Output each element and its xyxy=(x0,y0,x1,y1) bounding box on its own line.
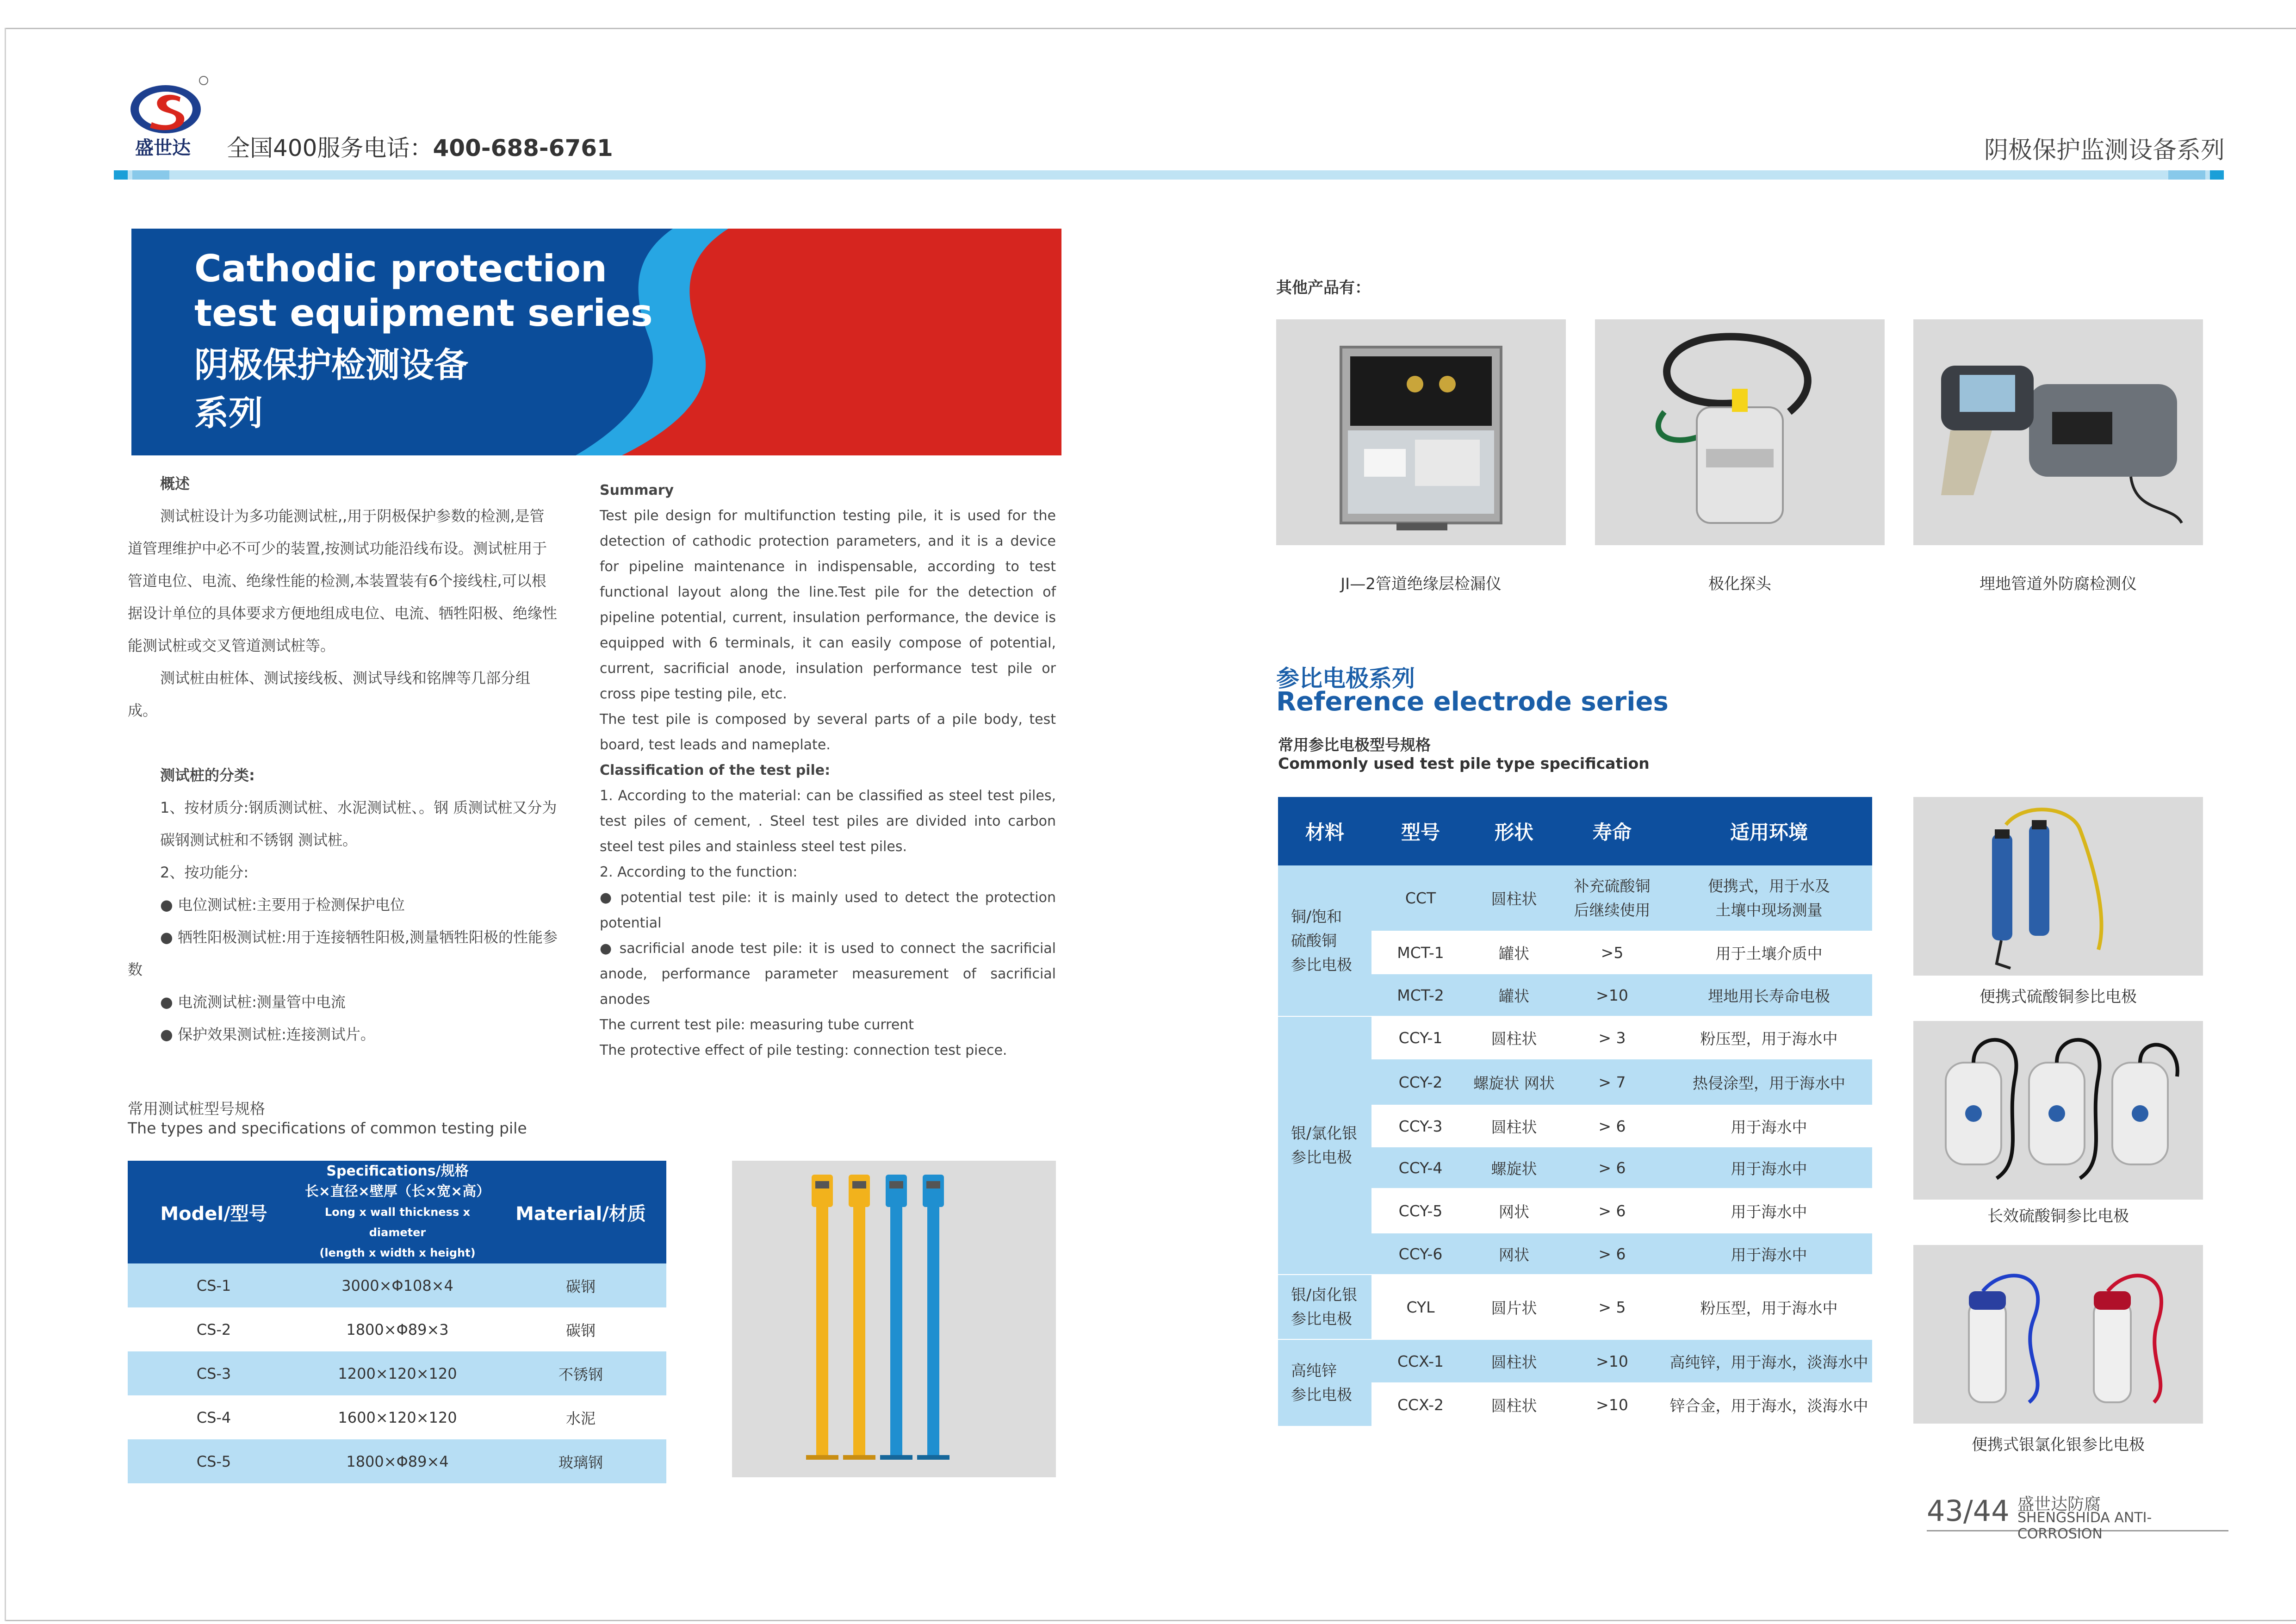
material-line: 硫酸铜 xyxy=(1291,931,1337,950)
material-line: 高纯锌 xyxy=(1291,1362,1337,1380)
series-title: 阴极保护监测设备系列 xyxy=(1984,137,2225,164)
spec-header-line1: Specifications/规格 xyxy=(326,1163,469,1179)
col-model: 型号 xyxy=(1371,797,1470,865)
table-row xyxy=(1278,1275,1872,1339)
other-products-title: 其他产品有： xyxy=(1276,279,1371,297)
cell-material xyxy=(1278,1339,1371,1426)
product-caption: 埋地管道外防腐检测仪 xyxy=(1980,575,2137,593)
cell-model: CCX-1 xyxy=(1371,1339,1470,1383)
brand-logo-icon xyxy=(130,74,208,139)
footer-brand-en: SHENGSHIDA ANTI-CORROSION xyxy=(2017,1510,2152,1542)
long-life-cuso4-electrode-icon xyxy=(1913,1021,2203,1200)
cell-model: CS-3 xyxy=(128,1351,300,1395)
spec-header-line2: 长×直径×壁厚（长×宽×高） xyxy=(304,1183,490,1200)
cell-material: 不锈钢 xyxy=(495,1351,666,1395)
reference-spec-title-zh: 常用参比电极型号规格 xyxy=(1278,736,1431,754)
col-environment: 适用环境 xyxy=(1666,797,1872,865)
material-line: 铜/饱和 xyxy=(1291,907,1342,926)
cell-model: CS-4 xyxy=(128,1395,300,1439)
reference-title-zh: 参比电极系列 xyxy=(1276,665,1415,692)
product-photo-polarization-probe xyxy=(1595,319,1885,545)
chinese-description xyxy=(128,467,558,1051)
en-class-item: The current test pile: measuring tube current xyxy=(600,1017,914,1033)
hotline-label: 全国400服务电话： xyxy=(227,135,433,162)
reference-title-en: Reference electrode series xyxy=(1276,687,1669,717)
coating-detector-icon xyxy=(1913,319,2203,545)
cell-shape: 圆柱状 xyxy=(1470,1383,1558,1426)
material-line: 参比电极 xyxy=(1291,955,1352,974)
cell-model: CS-5 xyxy=(128,1439,300,1483)
cell-life: > 6 xyxy=(1558,1147,1666,1188)
cell-material xyxy=(1278,865,1371,1016)
cell-shape: 圆柱状 xyxy=(1470,1339,1558,1383)
material-line: 参比电极 xyxy=(1291,1386,1352,1404)
cell-shape: 圆柱状 xyxy=(1470,1105,1558,1147)
col-material: 材料 xyxy=(1278,797,1371,865)
cell-material: 水泥 xyxy=(495,1395,666,1439)
cell-environment: 用于海水中 xyxy=(1666,1233,1872,1275)
cell-model: CCY-4 xyxy=(1371,1147,1470,1188)
col-model: Model/型号 xyxy=(128,1161,300,1263)
electrode-photo-portable-agcl xyxy=(1913,1245,2203,1424)
table-row xyxy=(1278,1016,1872,1059)
page-separator: / xyxy=(1963,1494,1973,1528)
cell-model: CS-2 xyxy=(128,1307,300,1351)
life-line: 后继续使用 xyxy=(1574,901,1651,919)
zh-summary-title: 概述 xyxy=(160,475,190,492)
cell-life: > 6 xyxy=(1558,1233,1666,1275)
bottom-border xyxy=(5,1620,2296,1621)
col-shape: 形状 xyxy=(1470,797,1558,865)
spec-header-line3: Long x wall thickness x diameter xyxy=(324,1206,471,1239)
table-row xyxy=(128,1263,666,1307)
electrode-caption: 便携式硫酸铜参比电极 xyxy=(1980,988,2137,1006)
table-row xyxy=(1278,865,1872,931)
footer-brand-zh: 盛世达防腐 xyxy=(2017,1495,2101,1514)
electrode-photo-portable-cuso4 xyxy=(1913,797,2203,976)
en-class-title: Classification of the test pile: xyxy=(600,762,831,778)
polarization-probe-icon xyxy=(1595,319,1885,545)
cell-spec: 1600×120×120 xyxy=(300,1395,495,1439)
cell-shape: 螺旋状 网状 xyxy=(1470,1059,1558,1105)
zh-class-item: ● 电位测试桩:主要用于检测保护电位 xyxy=(160,896,405,914)
cell-environment xyxy=(1666,865,1872,931)
cell-shape: 圆柱状 xyxy=(1470,865,1558,931)
cell-environment: 用于海水中 xyxy=(1666,1105,1872,1147)
env-line: 便携式，用于水及 xyxy=(1708,877,1830,895)
english-description xyxy=(600,478,1056,1063)
header-bar-accent-left xyxy=(114,170,128,180)
en-class-item: ● sacrificial anode test pile: it is used to connect the sacrificial anode, performance parameter measurement of sacrificial anodes xyxy=(600,940,1056,1008)
zh-class-title: 测试桩的分类: xyxy=(160,766,255,784)
cell-environment: 用于海水中 xyxy=(1666,1188,1872,1233)
cell-spec: 1800×Φ89×3 xyxy=(300,1307,495,1351)
product-caption: JI—2管道绝缘层检漏仪 xyxy=(1340,575,1502,593)
material-line: 参比电极 xyxy=(1291,1310,1352,1328)
cell-spec: 1800×Φ89×4 xyxy=(300,1439,495,1483)
cell-model: CCY-1 xyxy=(1371,1016,1470,1059)
table-header-row xyxy=(128,1161,666,1263)
electrode-caption: 便携式银氯化银参比电极 xyxy=(1972,1436,2145,1454)
cell-environment: 粉压型，用于海水中 xyxy=(1666,1275,1872,1339)
header-bar xyxy=(114,170,2224,180)
zh-class-item: ● 电流测试桩:测量管中电流 xyxy=(160,993,346,1011)
table-row xyxy=(128,1351,666,1395)
en-summary-para2: The test pile is composed by several parts of a pile body, test board, test leads and nameplate. xyxy=(600,711,1056,753)
portable-cuso4-electrode-icon xyxy=(1913,797,2203,976)
cell-life: > 7 xyxy=(1558,1059,1666,1105)
cell-shape: 网状 xyxy=(1470,1188,1558,1233)
cell-life: > 5 xyxy=(1558,1275,1666,1339)
cell-life: > 3 xyxy=(1558,1016,1666,1059)
header-bar-accent-right-2 xyxy=(2168,170,2205,180)
electrode-caption: 长效硫酸铜参比电极 xyxy=(1987,1207,2129,1226)
cell-environment: 高纯锌，用于海水，淡海水中 xyxy=(1666,1339,1872,1383)
cell-model: MCT-2 xyxy=(1371,974,1470,1016)
material-line: 银/卤化银 xyxy=(1291,1286,1358,1304)
cell-life: >10 xyxy=(1558,1339,1666,1383)
cell-environment: 用于海水中 xyxy=(1666,1147,1872,1188)
env-line: 土壤中现场测量 xyxy=(1715,901,1823,919)
col-material: Material/材质 xyxy=(495,1161,666,1263)
cell-model: MCT-1 xyxy=(1371,931,1470,974)
cell-shape: 罐状 xyxy=(1470,931,1558,974)
cell-environment: 埋地用长寿命电极 xyxy=(1666,974,1872,1016)
material-line: 参比电极 xyxy=(1291,1148,1352,1166)
electrode-photo-long-life-cuso4 xyxy=(1913,1021,2203,1200)
en-class-item: 2. According to the function: xyxy=(600,864,798,880)
header-bar-accent-left-2 xyxy=(132,170,169,180)
test-pile-photo xyxy=(732,1161,1056,1477)
cell-shape: 螺旋状 xyxy=(1470,1147,1558,1188)
header-bar-accent-right xyxy=(2210,170,2224,180)
table-row xyxy=(128,1395,666,1439)
product-photo-leak-detector xyxy=(1276,319,1566,545)
en-summary-title: Summary xyxy=(600,482,674,498)
cell-model: CCY-6 xyxy=(1371,1233,1470,1275)
test-pile-illustration-icon xyxy=(732,1161,1056,1477)
banner-title-zh-line2: 系列 xyxy=(194,393,263,433)
zh-class-item: ● 保护效果测试桩:连接测试片。 xyxy=(160,1026,375,1043)
portable-agcl-electrode-icon xyxy=(1913,1245,2203,1424)
cell-environment: 粉压型，用于海水中 xyxy=(1666,1016,1872,1059)
zh-class-item: ● 牺牲阳极测试桩:用于连接牺牲阳极,测量牺牲阳极的性能参数 xyxy=(128,928,558,978)
cell-material: 碳钢 xyxy=(495,1307,666,1351)
cell-model: CCY-2 xyxy=(1371,1059,1470,1105)
pile-spec-title-zh: 常用测试桩型号规格 xyxy=(128,1100,265,1118)
service-hotline xyxy=(227,130,613,163)
en-class-item: The protective effect of pile testing: connection test piece. xyxy=(600,1042,1007,1058)
cell-model: CCY-3 xyxy=(1371,1105,1470,1147)
zh-class-item: 2、按功能分: xyxy=(160,864,249,881)
current-page: 43 xyxy=(1927,1494,1963,1528)
cell-model: CS-1 xyxy=(128,1263,300,1307)
cell-shape: 罐状 xyxy=(1470,974,1558,1016)
cell-material xyxy=(1278,1275,1371,1339)
zh-summary-para2: 测试桩由桩体、测试接线板、测试导线和铭牌等几部分组成。 xyxy=(128,669,531,719)
en-class-item: ● potential test pile: it is mainly used to detect the protection potential xyxy=(600,890,1056,931)
life-line: 补充硫酸铜 xyxy=(1574,877,1651,895)
pile-spec-title-en: The types and specifications of common testing pile xyxy=(128,1119,527,1137)
cell-shape: 圆柱状 xyxy=(1470,1016,1558,1059)
cell-life: >10 xyxy=(1558,974,1666,1016)
banner-title-zh-line1: 阴极保护检测设备 xyxy=(194,345,468,385)
left-border xyxy=(5,28,6,1621)
cell-spec: 1200×120×120 xyxy=(300,1351,495,1395)
total-pages: 44 xyxy=(1973,1494,2010,1528)
table-row xyxy=(128,1307,666,1351)
en-summary-para1: Test pile design for multifunction testing pile, it is used for the detection of cathodic protection parameters, and it is a device for pipeline maintenance in indispensable, according to test functional layout along the line.Test pile for the detection of pipeline potential, current, insulation performance, the device is equipped with 6 terminals, it can easily compose of potential, current, sacrificial anode, insulation performance test pile or cross pipe testing pile, etc. xyxy=(600,508,1056,702)
cell-environment: 锌合金，用于海水，淡海水中 xyxy=(1666,1383,1872,1426)
col-spec xyxy=(300,1161,495,1263)
brand-name: 盛世达 xyxy=(135,137,191,159)
reference-electrode-table xyxy=(1278,797,1872,1427)
banner-title-en-line2: test equipment series xyxy=(194,292,653,335)
zh-spacer xyxy=(128,727,558,759)
leak-detector-case-icon xyxy=(1276,319,1566,545)
cell-environment: 用于土壤介质中 xyxy=(1666,931,1872,974)
cell-environment: 热侵涂型，用于海水中 xyxy=(1666,1059,1872,1105)
cell-material xyxy=(1278,1016,1371,1275)
spec-header-line4: (length x width x height) xyxy=(319,1246,476,1259)
cell-model: CCT xyxy=(1371,865,1470,931)
reference-spec-title-en: Commonly used test pile type specification xyxy=(1278,754,1650,772)
banner-title-en-line1: Cathodic protection xyxy=(194,247,607,290)
table-header-row xyxy=(1278,797,1872,865)
product-photo-coating-detector xyxy=(1913,319,2203,545)
hotline-number: 400-688-6761 xyxy=(433,135,613,162)
material-line: 银/氯化银 xyxy=(1291,1124,1358,1142)
cell-life: >5 xyxy=(1558,931,1666,974)
zh-class-item: 1、按材质分:钢质测试桩、水泥测试桩、。钢 质测试桩又分为碳钢测试桩和不锈钢 测试桩。 xyxy=(160,799,557,849)
cell-material: 玻璃钢 xyxy=(495,1439,666,1483)
top-border xyxy=(5,28,2296,29)
table-row xyxy=(1278,1339,1872,1383)
cell-material: 碳钢 xyxy=(495,1263,666,1307)
col-life: 寿命 xyxy=(1558,797,1666,865)
page-footer xyxy=(1927,1491,2228,1542)
cell-life: > 6 xyxy=(1558,1105,1666,1147)
cell-model: CYL xyxy=(1371,1275,1470,1339)
pile-spec-table xyxy=(128,1161,666,1483)
cell-model: CCY-5 xyxy=(1371,1188,1470,1233)
cell-life: > 6 xyxy=(1558,1188,1666,1233)
cell-model: CCX-2 xyxy=(1371,1383,1470,1426)
cell-life: >10 xyxy=(1558,1383,1666,1426)
table-row xyxy=(128,1439,666,1483)
cell-shape: 网状 xyxy=(1470,1233,1558,1275)
cell-life xyxy=(1558,865,1666,931)
cell-shape: 圆片状 xyxy=(1470,1275,1558,1339)
page-number xyxy=(1927,1494,2010,1528)
en-class-item: 1. According to the material: can be classified as steel test piles, test piles of cement, . Steel test piles are divided into carbon steel test piles and stainless steel test piles. xyxy=(600,788,1056,855)
zh-summary-para1: 测试桩设计为多功能测试桩,,用于阴极保护参数的检测,是管道管理维护中必不可少的装置,按测试功能沿线布设。测试桩用于管道电位、电流、绝缘性能的检测,本装置装有6个接线柱,可以根据设计单位的具体要求方便地组成电位、电流、牺牲阳极、绝缘性能测试桩或交叉管道测试桩等。 xyxy=(128,507,558,654)
hero-banner xyxy=(131,229,1061,455)
cell-spec: 3000×Φ108×4 xyxy=(300,1263,495,1307)
product-caption: 极化探头 xyxy=(1708,575,1771,593)
